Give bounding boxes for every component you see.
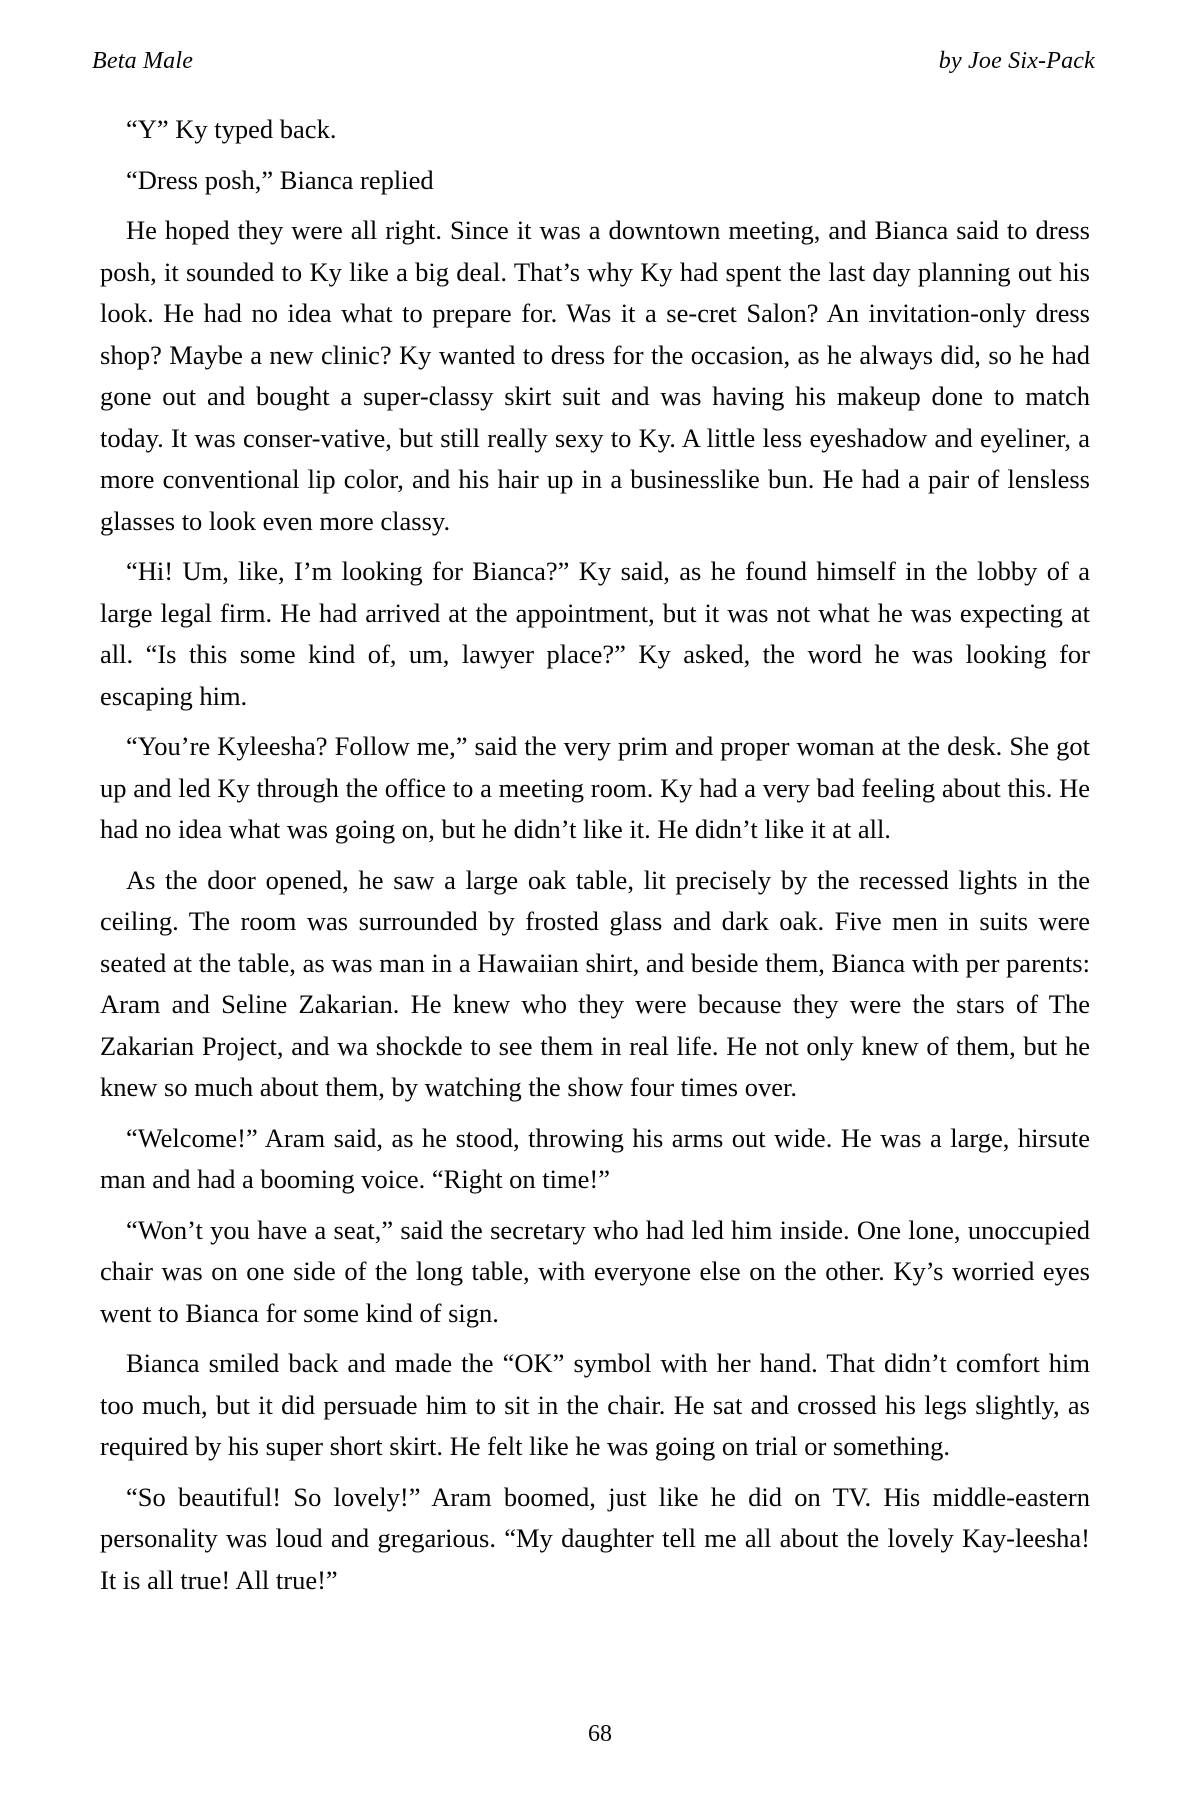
paragraph: He hoped they were all right. Since it was a downtown meeting, and Bianca said to dress posh, it sounded to Ky like a big deal. That’s why Ky had spent the last day planning out his look. He had no idea what to prepare for. Was it a se-cret Salon? An invitation-only dress shop? Maybe a new clinic? Ky wanted to dress for the occasion, as he always did, so he had gone out and bought a super-classy skirt suit and was having his makeup done to match today. It was conser-vative, but still really sexy to Ky. A little less eyeshadow and eyeliner, a more conventional lip color, and his hair up in a businesslike bun. He had a pair of lensless glasses to look even more classy. — [100, 215, 1090, 536]
paragraph: “Y” Ky typed back. — [126, 114, 337, 144]
paragraph: As the door opened, he saw a large oak table, lit precisely by the recessed lights in the ceiling. The room was surrounded by frosted glass and dark oak. Five men in suits were seated at the table, as was man in a Hawaiian shirt, and beside them, Bianca with per parents: Aram and Seline Zakarian. He knew who they were because they were the stars of The Zakarian Project, and wa shockde to see them in real life. He not only knew of them, but he knew so much about them, by watching the show four times over. — [100, 864, 1090, 1102]
paragraph: “Hi! Um, like, I’m looking for Bianca?” Ky said, as he found himself in the lobby of a large legal firm. He had arrived at the appointment, but it was not what he was expecting at all. “Is this some kind of, um, lawyer place?” Ky asked, the word he was looking for escaping him. — [100, 556, 1090, 711]
paragraph: “Welcome!” Aram said, as he stood, throwing his arms out wide. He was a large, hirsute man and had a booming voice. “Right on time!” — [100, 1122, 1090, 1194]
paragraph: “Dress posh,” Bianca replied — [126, 164, 434, 195]
book-author: by Joe Six-Pack — [938, 48, 1095, 74]
page-number: 68 — [588, 1721, 612, 1747]
paragraph: “Won’t you have a seat,” said the secretary who had led him inside. One lone, unoccupied chair was on one side of the long table, with everyone else on the other. Ky’s worried eyes went to Bianca for some kind of sign. — [100, 1214, 1090, 1328]
book-title: Beta Male — [92, 48, 194, 74]
running-head — [92, 48, 1095, 75]
body-text — [100, 109, 1090, 1601]
paragraph: “So beautiful! So lovely!” Aram boomed, just like he did on TV. His middle-eastern personality was loud and gregarious. “My daughter tell me all about the lovely Kay-leesha! It is all true! All true!” — [100, 1481, 1090, 1595]
paragraph: Bianca smiled back and made the “OK” symbol with her hand. That didn’t comfort him too much, but it did persuade him to sit in the chair. He sat and crossed his legs slightly, as required by his super short skirt. He felt like he was going on trial or something. — [100, 1348, 1090, 1461]
paragraph: “You’re Kyleesha? Follow me,” said the very prim and proper woman at the desk. She got up and led Ky through the office to a meeting room. Ky had a very bad feeling about this. He had no idea what was going on, but he didn’t like it. He didn’t like it at all. — [100, 731, 1090, 844]
